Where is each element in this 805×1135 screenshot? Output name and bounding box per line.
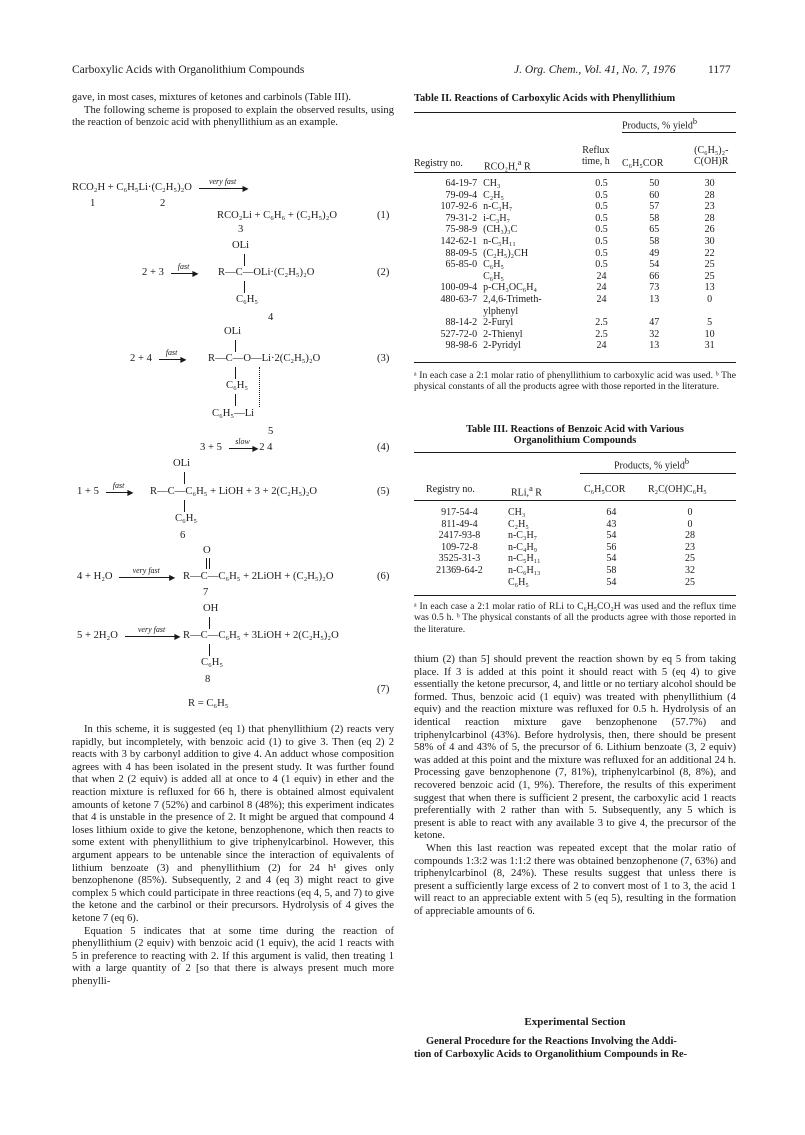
table2-row (414, 294, 736, 306)
right-paragraph-1: thium (2) than 5] should prevent the reaction shown by eq 5 from taking place. If 3 is added at this point it should react with 5 (eq 4) to give essentially the ketone precursor, 4, and little or no tertiary alcohol should be formed. Thus, benzoic acid (1 equiv) was treated with phenyllithium (4 equiv) and the reaction mixture was refluxed for 0.5 h. Hydrolysis of an identical reaction mixture gave benzophenone (57.7%) and triphenylcarbinol (43%). Before hydrolysis, then, there should be present 58% of 4 and 43% of 5, the precursor of 6. Lithium benzoate (3, 2 equiv) was added at this point and the mixture was refluxed for an additional 24 h. Processing gave benzophenone (7, 81%), triphenylcarbinol (8, 8%), and recovered benzoic acid (1, 9%). Therefore, the results of this experiment suggest that when there is sufficient 2 present, the carboxylic acid 1 reacts preferentially with 2 rather than with 5. Subsequently, any 5 which is present is able to react with any available 3 to give 4, the precursor of the ketone. (414, 654, 737, 842)
eq3-label-5: 5 (268, 426, 274, 437)
table2-cell: 25 (704, 270, 715, 282)
table3-cell: 0 (687, 518, 693, 530)
eq5-label-6: 6 (180, 530, 186, 541)
table2-cell: 2.5 (595, 317, 608, 329)
table2-col-carbinol: (C₆H₅)₂- C(OH)R (694, 145, 729, 167)
running-title: Carboxylic Acids with Organolithium Compounds (72, 64, 305, 76)
right-column-text (414, 654, 736, 918)
table3-caption: Table III. Reactions of Benzoic Acid with Various Organolithium Compounds (466, 424, 684, 446)
table2-group-header: Products, % yield$^b$ (622, 117, 697, 132)
table3-cell: 811-49-4 (441, 518, 478, 530)
table2-cell: 0.5 (595, 189, 608, 201)
eq3-substituent: C₆H₅ (226, 380, 249, 391)
table2-cell: 0.5 (595, 212, 608, 224)
table2-cell: (C₂H₅)₂CH (483, 247, 529, 259)
table2-row (414, 178, 736, 190)
table2-cell: 2-Pyridyl (483, 340, 521, 352)
discussion-paragraph-2: Equation 5 indicates that at some time during the reaction of phenyllithium (2 equiv) with benzoic acid (1 equiv), the acid 1 reacts with 5 in preference to reacting with 2. If this argument is valid, then treating 1 with a large quantity of 2 [so that there is always present much more phenylli- (72, 925, 394, 987)
table3-row (414, 542, 736, 554)
eq2-reactants: 2 + 3 fast ▶ (142, 261, 199, 278)
eq2-oli: OLi (232, 240, 250, 251)
eq7-number: (7) (377, 684, 390, 695)
table2-cell: 5 (707, 317, 713, 329)
eq7-products: R—C—C₆H₅ + 3LiOH + 2(C₂H₅)₂O (183, 630, 339, 641)
eq3-oli: OLi (224, 326, 242, 337)
table3-cell: C₆H₅ (507, 576, 529, 588)
eq3-reactants: 2 + 4 fast ▶ (130, 347, 187, 364)
table2-cell: 49 (649, 247, 660, 259)
table3-cell: CH₃ (507, 507, 526, 518)
eq2-arrow: fast ▶ (171, 272, 197, 274)
table2-row (414, 340, 736, 352)
table3-cell: 54 (606, 530, 617, 542)
table2-cell: 0.5 (595, 201, 608, 213)
table3-cell: n-C₄H₉ (507, 541, 538, 553)
table3-cell: 917-54-4 (441, 507, 478, 518)
table2-cell: 24 (596, 270, 607, 282)
table2-cell: 0.5 (595, 178, 608, 189)
table3-body (414, 507, 736, 588)
table2-row (414, 259, 736, 271)
table2-cell: 30 (704, 235, 715, 247)
eq3-substituent-2: C₆H₅—Li (212, 408, 255, 419)
table2-col-acid: RCO₂H,$^a$ R (484, 158, 531, 173)
table3-row (414, 565, 736, 577)
eq7-arrow: very fast ▶ (125, 635, 179, 637)
table3-cell: 54 (606, 576, 617, 588)
table2-cell: 2,4,6-Trimeth- (483, 293, 542, 305)
table3-cell: n-C₆H₁₃ (507, 564, 541, 576)
eq7-substituent: C₆H₅ (201, 657, 224, 668)
table2-cell: 66 (649, 270, 660, 282)
table3-cell: C₂H₅ (507, 518, 529, 530)
eq3-arrow: fast ▶ (159, 358, 185, 360)
eq6-label-7: 7 (203, 587, 209, 598)
table3-cell: n-C₃H₇ (507, 530, 538, 542)
eq5-arrow: fast ▶ (106, 491, 132, 493)
table2-cell: C₆H₅ (483, 270, 505, 282)
table2-cell: 100-09-4 (440, 282, 478, 294)
eq5-products: R—C—C₆H₅ + LiOH + 3 + 2(C₂H₅)₂O (150, 486, 318, 497)
table2-cell: 65-85-0 (445, 259, 478, 271)
table2-col-reflux: Reflux time, h (582, 145, 610, 167)
table3-cell: 64 (606, 507, 617, 518)
table2-cell: 142-62-1 (440, 235, 478, 247)
table2-cell: 0.5 (595, 235, 608, 247)
eq2-product: R—C—OLi·(C₂H₅)₂O (218, 267, 315, 278)
table3-cell: 32 (685, 564, 695, 576)
table3-row (414, 507, 736, 519)
table3-footnote: ᵃ In each case a 2:1 molar ratio of RLi to C₆H₅CO₂H was used and the reflux time was 0.5 h. ᵇ The physical constants of all the products agree with those reported in the literature. (414, 601, 736, 635)
table2-row (414, 271, 736, 283)
eq6-arrow: very fast ▶ (119, 576, 173, 578)
journal-citation: J. Org. Chem., Vol. 41, No. 7, 1976 (514, 64, 676, 76)
left-discussion-text (72, 724, 394, 988)
intro-paragraph-2: The following scheme is proposed to explain the observed results, using the reaction of benzoic acid with phenyllithium as an example. (72, 104, 394, 129)
table3-col-registry: Registry no. (426, 484, 475, 495)
table2-cell: 26 (704, 224, 715, 236)
table2-cell: CH₃ (483, 178, 501, 189)
eq4: 3 + 5 slow ▶ 2 4 (200, 436, 273, 453)
eq1-label-3: 3 (238, 224, 244, 235)
table2-cell (625, 306, 683, 318)
eq5-number: (5) (377, 486, 390, 497)
table2-cell: 79-09-4 (445, 189, 478, 201)
table2-cell: 24 (596, 340, 607, 352)
table2-col-ketone: C₆H₅COR (622, 158, 664, 169)
table2-cell: 0 (707, 293, 713, 305)
table2-cell: p-CH₃OC₆H₄ (483, 282, 537, 294)
page-number: 1177 (708, 64, 731, 76)
table3-row (414, 553, 736, 565)
table2-cell: 57 (649, 201, 660, 213)
table2-row (414, 317, 736, 329)
table2-cell: 13 (704, 282, 715, 294)
table2-cell: 47 (649, 317, 660, 329)
table2-cell (683, 306, 736, 318)
table2-cell: 10 (704, 328, 715, 340)
table2-cell: 13 (649, 340, 660, 352)
table2-cell: 75-98-9 (445, 224, 478, 236)
table3-cell: 21369-64-2 (436, 564, 483, 576)
eq3-product: R—C—O—Li·2(C₂H₅)₂O (208, 353, 321, 364)
section-subheading: General Procedure for the Reactions Involving the Addi- tion of Carboxylic Acids to Organolithium Compounds in Re- (414, 1036, 688, 1060)
eq2-substituent: C₆H₅ (236, 294, 259, 305)
table3-cell: n-C₅H₁₁ (507, 553, 541, 565)
table2-cell: 58 (649, 235, 660, 247)
table3-row (414, 519, 736, 531)
table2-caption: Table II. Reactions of Carboxylic Acids with Phenyllithium (414, 93, 676, 104)
table3-col-carbinol: R₂C(OH)C₆H₅ (648, 484, 707, 495)
eq6-number: (6) (377, 571, 390, 582)
table2-cell: 23 (704, 201, 715, 213)
table2-cell: 60 (649, 189, 660, 201)
table2-cell: 31 (704, 340, 715, 352)
eq5-oli: OLi (173, 458, 191, 469)
table2-body (414, 178, 736, 352)
table2-cell: 64-19-7 (445, 178, 478, 189)
table3-cell: 43 (606, 518, 617, 530)
table2-row (414, 329, 736, 341)
table2-footnote: ᵃ In each case a 2:1 molar ratio of phenyllithium to carboxylic acid was used. ᵇ The physical constants of all the products agree with those reported in the literature. (414, 370, 736, 393)
table2-row (414, 201, 736, 213)
table3-cell: 109-72-8 (441, 541, 478, 553)
table3-cell: 56 (606, 541, 617, 553)
eq1-label-1: 1 (90, 198, 96, 209)
table2-cell: 28 (704, 212, 715, 224)
table2-cell: C₂H₅ (483, 189, 505, 201)
eq7-label-8: 8 (205, 674, 211, 685)
table2-cell: C₆H₅ (483, 259, 505, 271)
eq6-reactants: 4 + H₂O very fast ▶ (77, 565, 176, 582)
eq6-oxygen: O (203, 545, 211, 556)
right-paragraph-2: When this last reaction was repeated except that the molar ratio of compounds 1:3:2 was 1:1:2 there was obtained benzophenone (7, 63%) and triphenylcarbinol (8, 24%). These results suggest that unless there is present a sufficiently large excess of 2 to convert most of 1 to 3, the acid 1 will react to an appreciable extent with 5 (eq 5), resulting in the formation of appreciable amounts of 6. (414, 842, 736, 917)
table2-cell: i-C₃H₇ (483, 212, 511, 224)
table2-row (414, 190, 736, 202)
table2-cell: ylphenyl (483, 305, 519, 317)
eq1-products: RCO₂Li + C₆H₆ + (C₂H₅)₂O (217, 210, 338, 221)
table2-cell (578, 306, 625, 318)
left-intro-text (72, 92, 394, 130)
eq4-arrow: slow ▶ (229, 447, 257, 449)
table2-row (414, 224, 736, 236)
table2-cell: 32 (649, 328, 660, 340)
table2-cell: n-C₃H₇ (483, 201, 513, 213)
table3-cell: 2417-93-8 (438, 530, 481, 542)
eq3-number: (3) (377, 353, 390, 364)
eq1-label-2: 2 (160, 198, 166, 209)
table3-col-rli: RLi,$^a$ R (511, 484, 542, 499)
table2-cell: 2-Furyl (483, 317, 514, 329)
table3-cell: 3525-31-3 (438, 553, 481, 565)
table2-col-registry: Registry no. (414, 158, 463, 169)
intro-paragraph-1: gave, in most cases, mixtures of ketones and carbinols (Table III). (72, 92, 352, 103)
table2-row (414, 213, 736, 225)
table2-cell: 79-31-2 (445, 212, 478, 224)
table2-cell: 65 (649, 224, 660, 236)
table2-cell: 25 (704, 259, 715, 271)
table2-cell: n-C₅H₁₁ (483, 235, 516, 247)
discussion-paragraph-1: In this scheme, it is suggested (eq 1) that phenyllithium (2) reacts very rapidly, but incompletely, with benzoic acid (1) to give 3. Then (eq 2) 2 reacts with 3 by carbonyl addition to give 4. An adduct whose composition agrees with 4 has been isolated in the present study. It was further found that when 2 (2 equiv) is added all at once to 4 (1 equiv) in ether and the reaction mixture is refluxed for 66 h, there is obtained almost equivalent amounts of ketone 7 (52%) and carbinol 8 (48%); this experiment indicates that 4 is unstable in the presence of 2. It might be argued that compound 4 loses lithium oxide to give the ketone, benzophenone, which then reacts to some extent with phenyllithium to give triphenylcarbinol. However, this argument appears to be untenable since the interaction of equivalents of lithium benzoate (3) and phenyllithium (2) for 24 h¹ gives only benzophenone (85%). Subsequently, 2 and 4 (eq 3) might react to give complex 5 which could participate in three reactions (eq 4, 5, and 7) to give the ketone and the carbinol or their precursors. Hydrolysis of 4 gives the ketone 7 (eq 6). (72, 724, 394, 924)
table3-cell (414, 577, 505, 589)
table2-cell: 22 (704, 247, 715, 259)
table2-cell: 28 (704, 189, 715, 201)
eq6-products: R—C—C₆H₅ + 2LiOH + (C₂H₅)₂O (183, 571, 334, 582)
table2-cell: 88-14-2 (445, 317, 478, 329)
eq5-substituent: C₆H₅ (175, 513, 198, 524)
table2-row (414, 236, 736, 248)
eq5-reactants: 1 + 5 fast ▶ (77, 480, 134, 497)
table3-cell: 23 (685, 541, 695, 553)
table2-cell (414, 271, 480, 283)
table2-cell: 54 (649, 259, 660, 271)
table2-cell: 0.5 (595, 259, 608, 271)
table2-cell: 13 (649, 293, 660, 305)
table3-col-ketone: C₆H₅COR (584, 484, 626, 495)
eq1-number: (1) (377, 210, 390, 221)
table3-cell: 25 (685, 553, 695, 565)
table2-cell: 88-09-5 (445, 247, 478, 259)
table2-cell: 527-72-0 (440, 328, 478, 340)
table3-group-header: Products, % yield$^b$ (614, 457, 689, 472)
table3-cell: 28 (685, 530, 695, 542)
eq1-arrow: very fast ▶ (199, 187, 247, 189)
table3-cell: 25 (685, 576, 695, 588)
eq4-number: (4) (377, 442, 390, 453)
table2-cell: 58 (649, 212, 660, 224)
r-definition: R = C₆H₅ (188, 698, 229, 709)
table2-cell: 98-98-6 (445, 340, 478, 352)
eq7-reactants: 5 + 2H₂O very fast ▶ (77, 624, 181, 641)
table2-row (414, 248, 736, 260)
table2-cell: 50 (649, 178, 660, 189)
table2-cell: 2-Thienyl (483, 328, 523, 340)
table2-row (414, 306, 736, 318)
eq2-number: (2) (377, 267, 390, 278)
eq1-reactants: RCO₂H + C₆H₅Li·(C₂H₅)₂O very fast ▶ (72, 176, 249, 193)
section-title: Experimental Section (524, 1016, 626, 1028)
table2-cell: 24 (596, 293, 607, 305)
table2-cell: 0.5 (595, 224, 608, 236)
table3-cell: 54 (606, 553, 617, 565)
table2-cell: 480-63-7 (440, 293, 478, 305)
table3-row (414, 577, 736, 589)
table3-cell: 58 (606, 564, 617, 576)
table2-cell: 2.5 (595, 328, 608, 340)
table2-cell (414, 306, 480, 318)
eq7-oh: OH (203, 603, 219, 614)
table2-cell: 30 (704, 178, 715, 189)
table2-cell: 24 (596, 282, 607, 294)
eq2-label-4: 4 (268, 312, 274, 323)
table2-cell: 0.5 (595, 247, 608, 259)
table3-cell: 0 (687, 507, 693, 518)
table3-row (414, 530, 736, 542)
table2-cell: 73 (649, 282, 660, 294)
table2-cell: (CH₃)₃C (483, 224, 518, 236)
table2-cell: 107-92-6 (440, 201, 478, 213)
table2-row (414, 282, 736, 294)
